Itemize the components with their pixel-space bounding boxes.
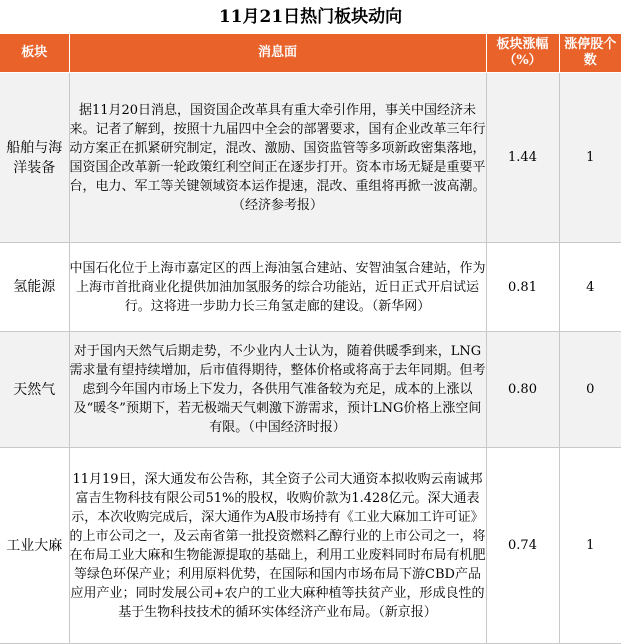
change-value: 0.74 [486,448,559,644]
sector-table [0,34,621,644]
sector-name: 船舶与海洋装备 [0,73,69,243]
limit-up-count: 0 [559,332,621,448]
table-row [0,73,621,243]
limit-up-count: 1 [559,73,621,243]
header-limit-up: 涨停股个数 [559,34,621,73]
header-news: 消息面 [69,34,486,73]
sector-name: 氢能源 [0,243,69,332]
header-change: 板块涨幅（%） [486,34,559,73]
table-row [0,332,621,448]
limit-up-count: 1 [559,448,621,644]
news-text: 中国石化位于上海市嘉定区的西上海油氢合建站、安智油氢合建站，作为上海市首批商业化提供加油加氢服务的综合功能站，近日正式开启试运行。这将进一步助力长三角氢走廊的建设。（新华网） [69,243,486,332]
table-row [0,448,621,644]
sector-name: 天然气 [0,332,69,448]
page-title: 11月21日热门板块动向 [218,7,403,27]
change-value: 0.81 [486,243,559,332]
news-text: 11月19日，深大通发布公告称，其全资子公司大通资本拟收购云南诚邦富吉生物科技有限公司51%的股权，收购价款为1.428亿元。深大通表示，本次收购完成后，深大通作为A股市场持有《工业大麻加工许可证》的上市公司之一，及云南省第一批投资燃料乙醇行业的上市公司之一，将在布局工业大麻和生物能源提取的基础上，利用工业废料同时布局有机肥等绿色环保产业；利用原料优势，在国际和国内市场布局下游CBD产品应用产业；同时发展公司+农户的工业大麻种植等扶贫产业，形成良性的基于生物科技技术的循环实体经济产业布局。（新京报） [69,448,486,644]
sector-name: 工业大麻 [0,448,69,644]
news-text: 据11月20日消息，国资国企改革具有重大牵引作用，事关中国经济未来。记者了解到，按照十九届四中全会的部署要求，国有企业改革三年行动方案正在抓紧研究制定，混改、激励、国资监管等多项新政密集落地，国资国企改革新一轮政策红利空间正在逐步打开。资本市场无疑是重要平台，电力、军工等关键领域资本运作提速，混改、重组将再掀一波高潮。（经济参考报） [69,73,486,243]
header-sector: 板块 [0,34,69,73]
news-text: 对于国内天然气后期走势，不少业内人士认为，随着供暖季到来，LNG需求量有望持续增加，后市值得期待，整体价格或将高于去年同期。但考虑到今年国内市场上下发力，各供用气准备较为充足，成本的上涨以及“暖冬”预期下，若无极端天气刺激下游需求，预计LNG价格上涨空间有限。（中国经济时报） [69,332,486,448]
table-header-row [0,34,621,73]
change-value: 0.80 [486,332,559,448]
change-value: 1.44 [486,73,559,243]
table-row [0,243,621,332]
limit-up-count: 4 [559,243,621,332]
